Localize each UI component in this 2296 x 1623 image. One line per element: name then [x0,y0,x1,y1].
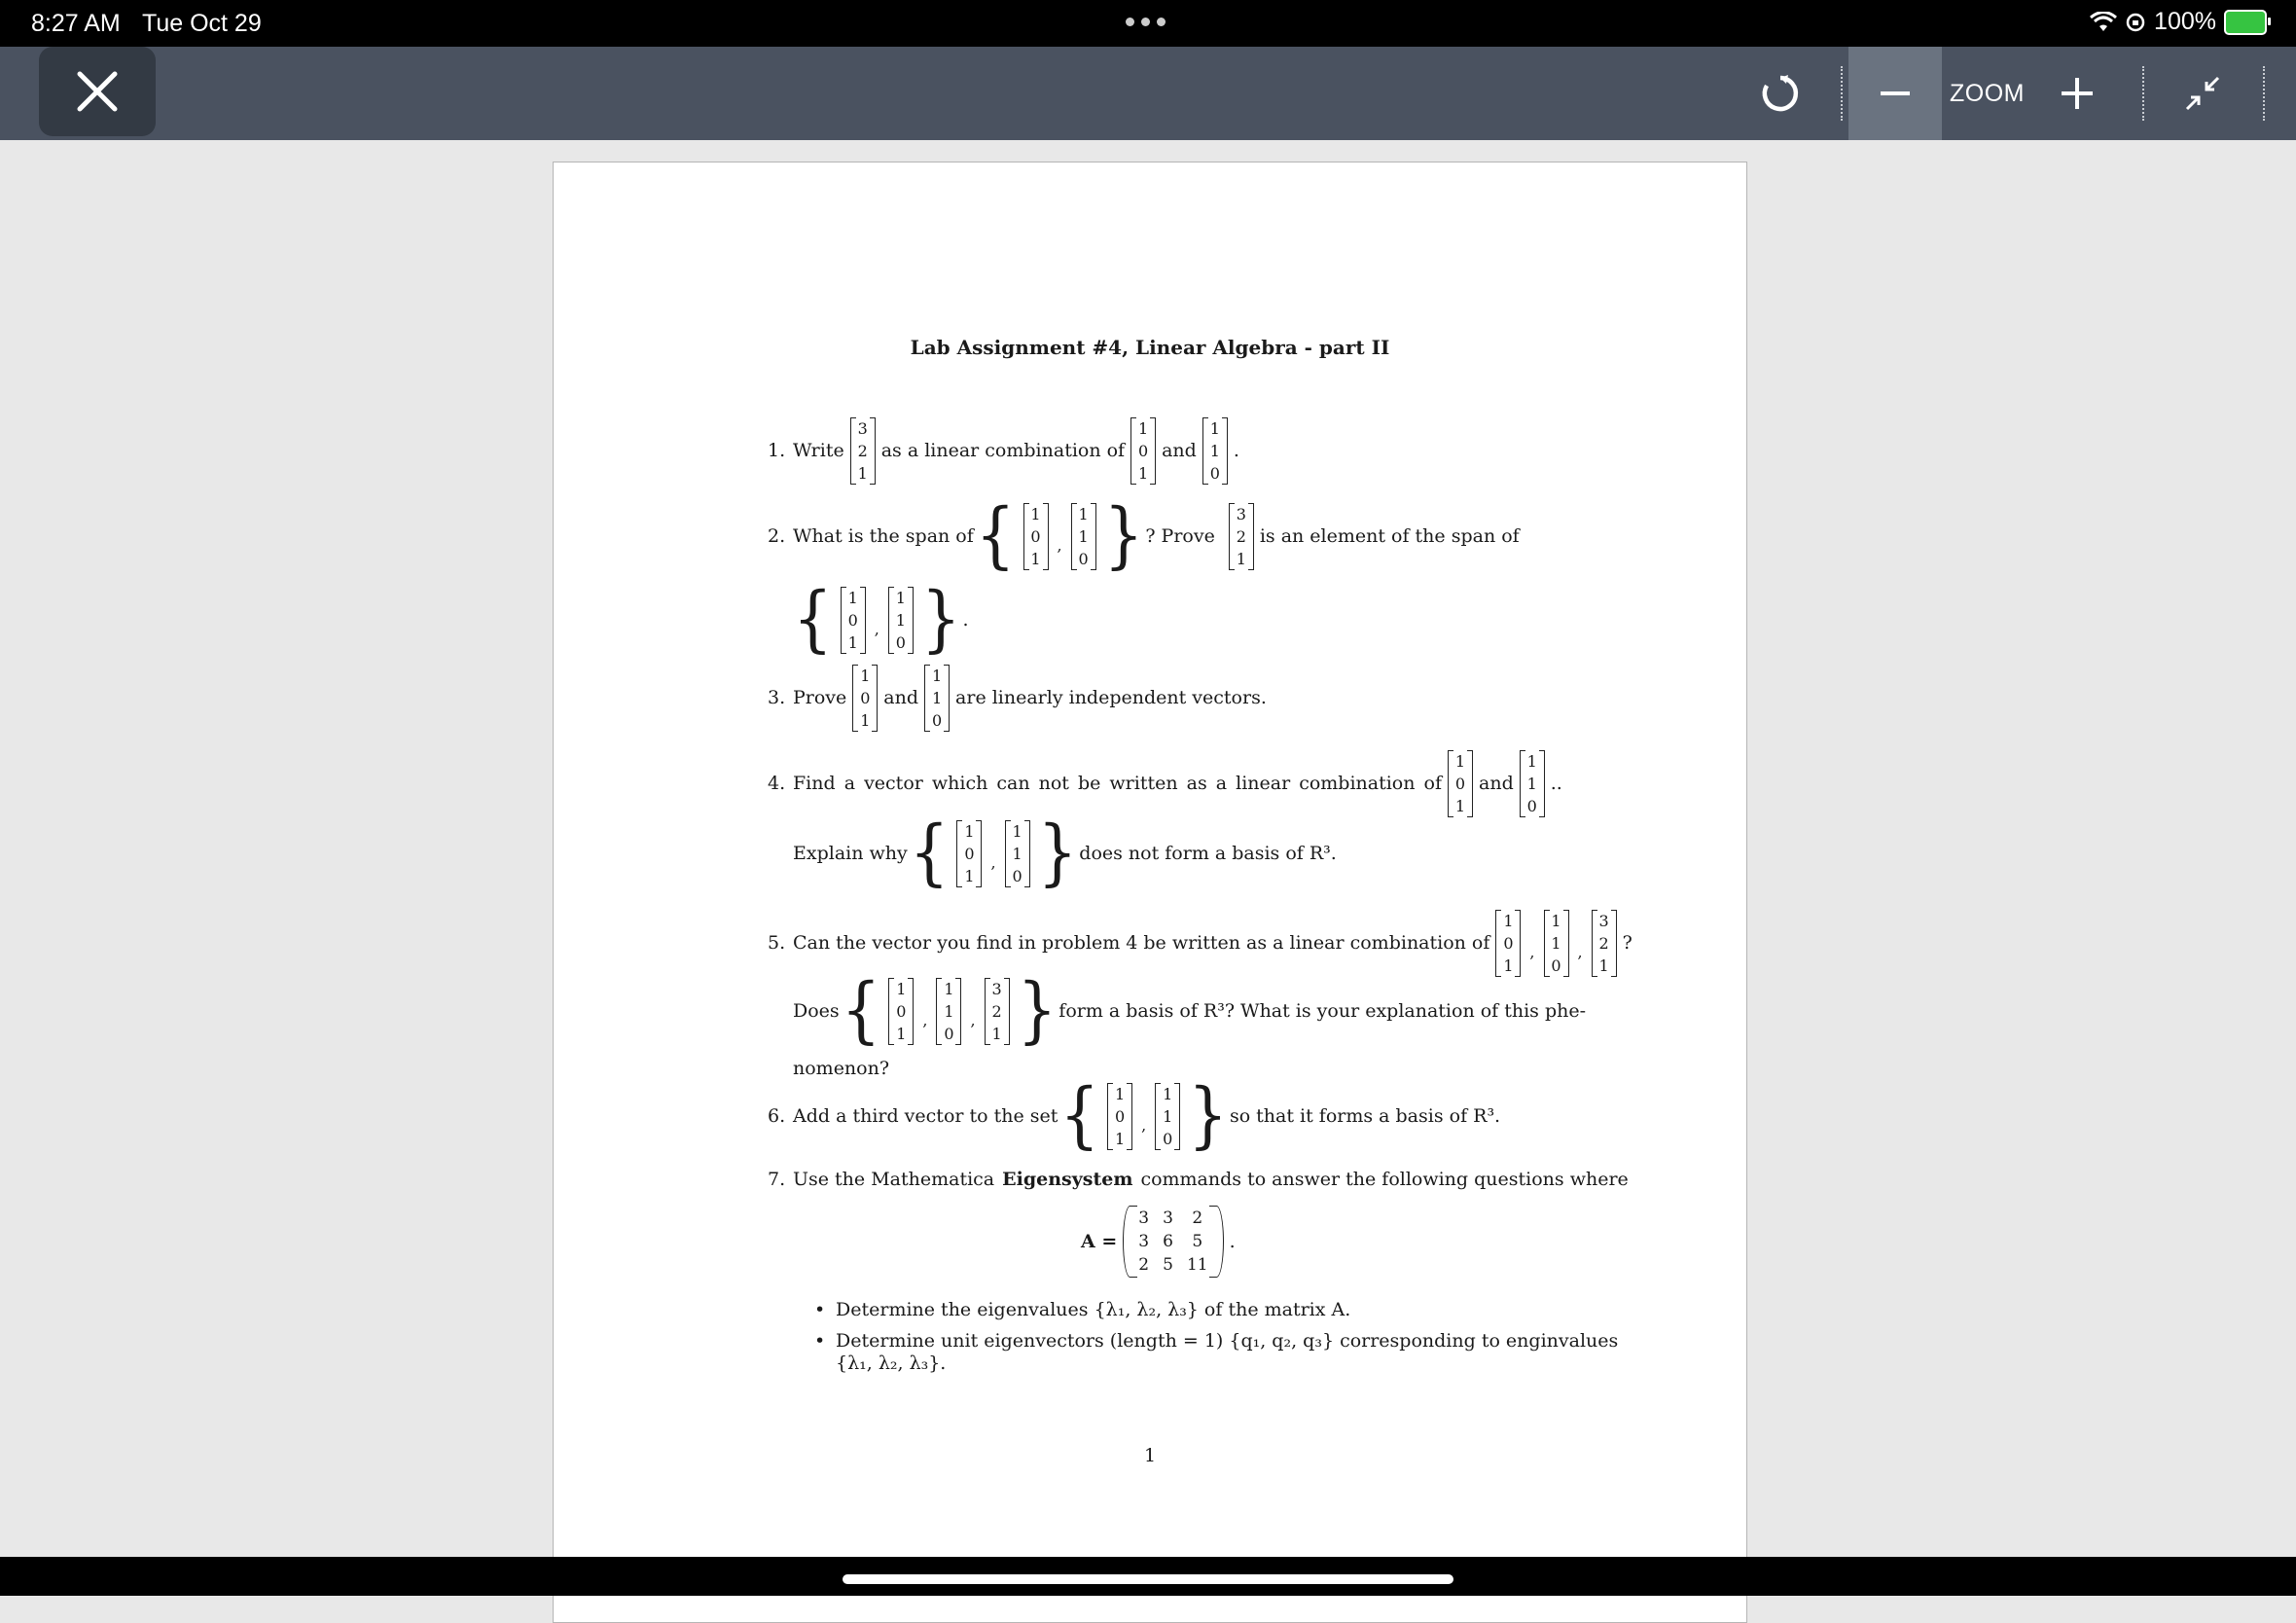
minus-icon [1881,90,1910,96]
zoom-out-button[interactable] [1848,47,1942,140]
problem-5: 5. Can the vector you find in problem 4 be written as a linear combination of 1 0 1 , 1 1 0 , 3 2 1 ? [768,912,1632,975]
vector: 3 2 1 [985,978,1010,1045]
vector: 1 1 0 [1202,417,1228,485]
vector: 1 1 0 [888,587,914,654]
problem-6: 6. Add a third vector to the set { 1 0 1 , 1 1 0 } so that it forms a basis of R³. [768,1074,1501,1158]
problem-3: 3. Prove 1 0 1 and 1 1 0 are linearly independent vectors. [768,667,1267,730]
list-item: • Determine unit eigenvectors (length = 1) {q₁, q₂, q₃} corresponding to enginvalues {λ₁, λ₂, λ₃}. [814,1330,1619,1374]
status-time: 8:27 AM [31,10,121,37]
problem-4: 4. Find a vector which can not be written as a linear combination of 1 0 1 and 1 1 0 .. [768,752,1562,815]
vector: 1 1 0 [936,978,961,1045]
zoom-in-button[interactable] [2058,47,2097,140]
vector: 1 1 0 [1520,750,1545,817]
vector: 1 0 1 [956,820,982,887]
matrix-a: A = 3 3 2 3 6 5 2 5 11 . [1081,1206,1236,1278]
problem-1: 1. Write 3 2 1 as a linear combination of 1 0 1 and 1 1 0 . [768,419,1239,483]
battery-percent: 100% [2154,8,2216,35]
vector: 1 0 1 [841,587,866,654]
vector: 3 2 1 [1592,910,1617,977]
vector: 1 0 1 [1448,750,1473,817]
wifi-icon [2090,12,2117,33]
home-indicator-bar [0,1557,2296,1596]
vector: 1 1 0 [1155,1083,1180,1150]
vector: 1 1 0 [1544,910,1569,977]
plus-icon [2062,78,2093,109]
list-item: • Determine the eigenvalues {λ₁, λ₂, λ₃} of the matrix A. [814,1299,1351,1320]
collapse-button[interactable] [2179,47,2226,140]
document-page [553,162,1747,1623]
rotate-button[interactable] [1751,47,1810,140]
problem-4-cont: Explain why { 1 0 1 , 1 1 0 } does not form a basis of R³. [793,812,1337,895]
status-date: Tue Oct 29 [142,10,262,37]
home-indicator[interactable] [843,1574,1453,1584]
status-bar [0,0,2296,47]
vector: 1 0 1 [1495,910,1521,977]
close-button[interactable] [39,47,156,136]
page-number: 1 [1143,1445,1157,1466]
problem-5-cont2: nomenon? [793,1058,890,1079]
problem-7: 7. Use the Mathematica Eigensystem commands to answer the following questions where [768,1169,1629,1190]
viewer-toolbar [0,47,2296,140]
battery-icon [2224,10,2267,35]
vector: 3 2 1 [850,417,876,485]
page-title: Lab Assignment #4, Linear Algebra - part II [910,336,1390,359]
vector: 1 1 0 [1071,503,1096,570]
vector: 1 0 1 [1023,503,1049,570]
vector: 1 0 1 [1130,417,1156,485]
vector: 3 2 1 [1229,503,1254,570]
vector: 1 0 1 [852,665,878,732]
problem-5-cont: Does { 1 0 1 , 1 1 0 , 3 2 1 } form a basis of R³? What is your explanation of this phe- [793,969,1587,1053]
orientation-lock-icon [2125,12,2146,33]
rotate-icon [1760,73,1801,114]
vector: 1 0 1 [888,978,914,1045]
vector: 1 0 1 [1107,1083,1132,1150]
vector: 1 1 0 [1005,820,1030,887]
matrix: 3 3 2 3 6 5 2 5 11 [1123,1206,1223,1278]
collapse-icon [2185,76,2220,111]
zoom-label: ZOOM [1950,80,2025,107]
multitasking-dots-icon[interactable] [1126,18,1166,26]
problem-2-cont: { 1 0 1 , 1 1 0 } . [793,578,969,662]
problem-2: 2. What is the span of { 1 0 1 , 1 1 0 } ? Prove 3 2 1 is an element of the span of [768,494,1520,578]
vector: 1 1 0 [924,665,950,732]
close-icon [76,70,119,113]
